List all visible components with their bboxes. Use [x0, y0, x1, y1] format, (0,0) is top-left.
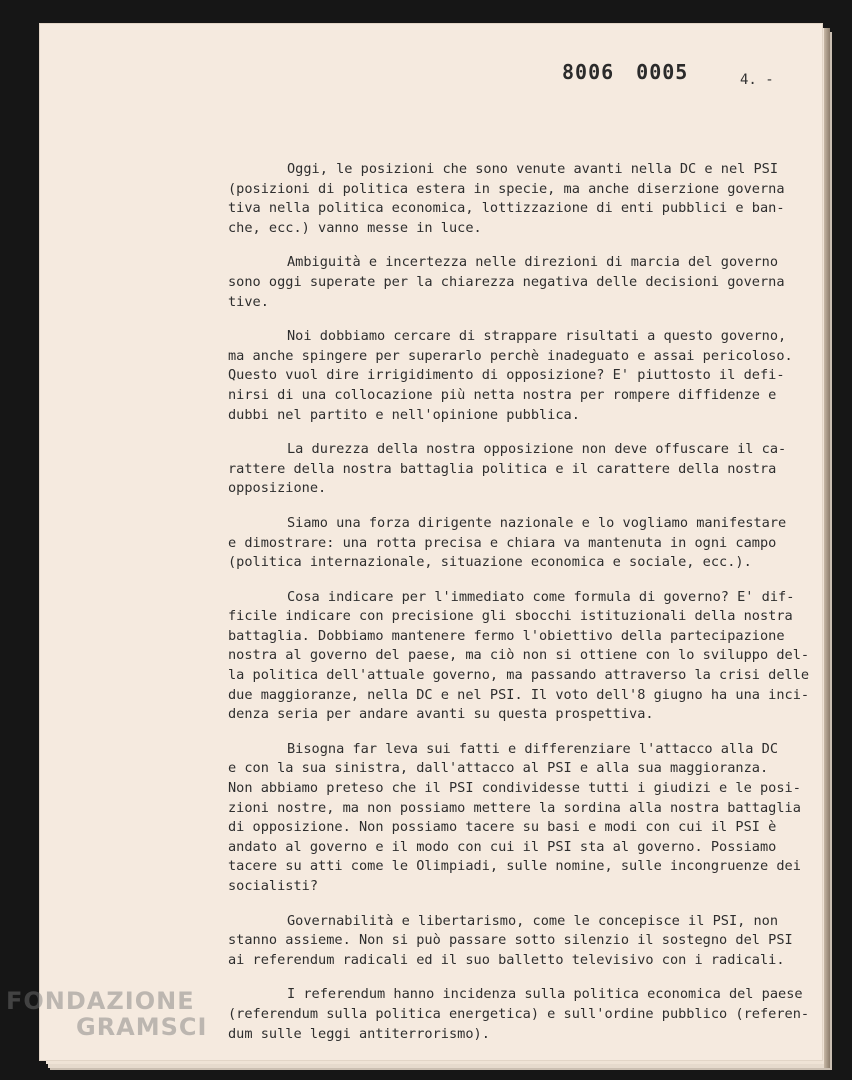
text-line: I referendum hanno incidenza sulla politica economica del paese — [287, 986, 803, 1003]
paragraph — [228, 912, 793, 971]
text-line: Ambiguità e incertezza nelle direzioni di marcia del governo — [287, 254, 779, 271]
archive-code-part-2: 0005 — [636, 60, 689, 84]
watermark-logo — [6, 988, 207, 1040]
text-line: tive. — [228, 293, 269, 310]
text-line: Questo vuol dire irrigidimento di opposizione? E' piuttosto il defi- — [228, 367, 785, 384]
text-line: (politica internazionale, situazione economica e sociale, ecc.). — [228, 554, 752, 571]
binding-edge — [824, 28, 830, 1068]
text-line: due maggioranze, nella DC e nel PSI. Il voto dell'8 giugno ha una inci- — [228, 686, 810, 703]
paragraph — [228, 327, 793, 425]
text-line: battaglia. Dobbiamo mantenere fermo l'obiettivo della partecipazione — [228, 627, 785, 644]
text-line: Oggi, le posizioni che sono venute avanti nella DC e nel PSI — [287, 161, 779, 177]
document-body — [228, 160, 810, 1059]
text-line: nirsi di una collocazione più netta nostra per rompere diffidenze e — [228, 386, 777, 403]
text-line: opposizione. — [228, 480, 327, 497]
watermark-line-1: FONDAZIONE — [6, 987, 195, 1015]
text-line: Non abbiamo preteso che il PSI condividesse tutti i giudizi e le posi- — [228, 780, 801, 797]
text-line: Siamo una forza dirigente nazionale e lo vogliamo manifestare — [287, 514, 787, 531]
text-line: ficile indicare con precisione gli sbocchi istituzionali della nostra — [228, 608, 793, 625]
text-line: la politica dell'attuale governo, ma passando attraverso la crisi delle — [228, 667, 810, 684]
paragraph — [228, 985, 810, 1044]
text-line: nostra al governo del paese, ma ciò non si ottiene con lo sviluppo del- — [228, 647, 810, 664]
text-line: Noi dobbiamo cercare di strappare risultati a questo governo, — [287, 328, 787, 345]
paragraph — [228, 740, 801, 897]
text-line: tacere su atti come le Olimpiadi, sulle nomine, sulle incongruenze dei — [228, 858, 801, 875]
paragraph — [228, 160, 788, 238]
page-number: 4. - — [740, 72, 774, 88]
text-line: zioni nostre, ma non possiamo mettere la sordina alla nostra battaglia — [228, 799, 801, 816]
text-line: dum sulle leggi antiterrorismo). — [228, 1025, 490, 1042]
paragraph — [228, 588, 810, 725]
archive-code — [562, 60, 688, 84]
archive-code-part-1: 8006 — [562, 60, 615, 84]
text-line: andato al governo e il modo con cui il PSI sta al governo. Possiamo — [228, 838, 777, 855]
paragraph — [228, 440, 788, 499]
text-line: dubbi nel partito e nell'opinione pubblica. — [228, 406, 580, 423]
text-line: La durezza della nostra opposizione non deve offuscare il ca- — [287, 441, 787, 458]
text-line: stanno assieme. Non si può passare sotto silenzio il sostegno del PSI — [228, 932, 793, 949]
text-line: denza seria per andare avanti su questa prospettiva. — [228, 706, 654, 723]
text-line: tiva nella politica economica, lottizzazione di enti pubblici e ban- — [228, 200, 785, 217]
text-line: socialisti? — [228, 878, 319, 894]
text-line: Governabilità e libertarismo, come le concepisce il PSI, non — [287, 912, 779, 929]
text-line: e con la sua sinistra, dall'attacco al PSI e alla sua maggioranza. — [228, 760, 769, 777]
paragraph — [228, 514, 788, 573]
text-line: (referendum sulla politica energetica) e sull'ordine pubblico (referen- — [228, 1005, 810, 1022]
text-line: ma anche spingere per superarlo perchè inadeguato e assai pericoloso. — [228, 347, 793, 364]
text-line: e dimostrare: una rotta precisa e chiara va mantenuta in ogni campo — [228, 534, 777, 551]
text-line: Bisogna far leva sui fatti e differenziare l'attacco alla DC — [287, 740, 779, 757]
watermark-line-2: GRAMSCI — [76, 1013, 208, 1041]
text-line: (posizioni di politica estera in specie, ma anche diserzione governa — [228, 180, 785, 197]
text-line: che, ecc.) vanno messe in luce. — [228, 219, 482, 236]
text-line: sono oggi superate per la chiarezza negativa delle decisioni governa — [228, 273, 785, 290]
text-line: rattere della nostra battaglia politica e il carattere della nostra — [228, 460, 777, 477]
paragraph — [228, 253, 788, 312]
text-line: Cosa indicare per l'immediato come formula di governo? E' dif- — [287, 588, 795, 605]
text-line: di opposizione. Non possiamo tacere su basi e modi con cui il PSI è — [228, 819, 777, 836]
text-line: ai referendum radicali ed il suo balletto televisivo con i radicali. — [228, 951, 785, 968]
